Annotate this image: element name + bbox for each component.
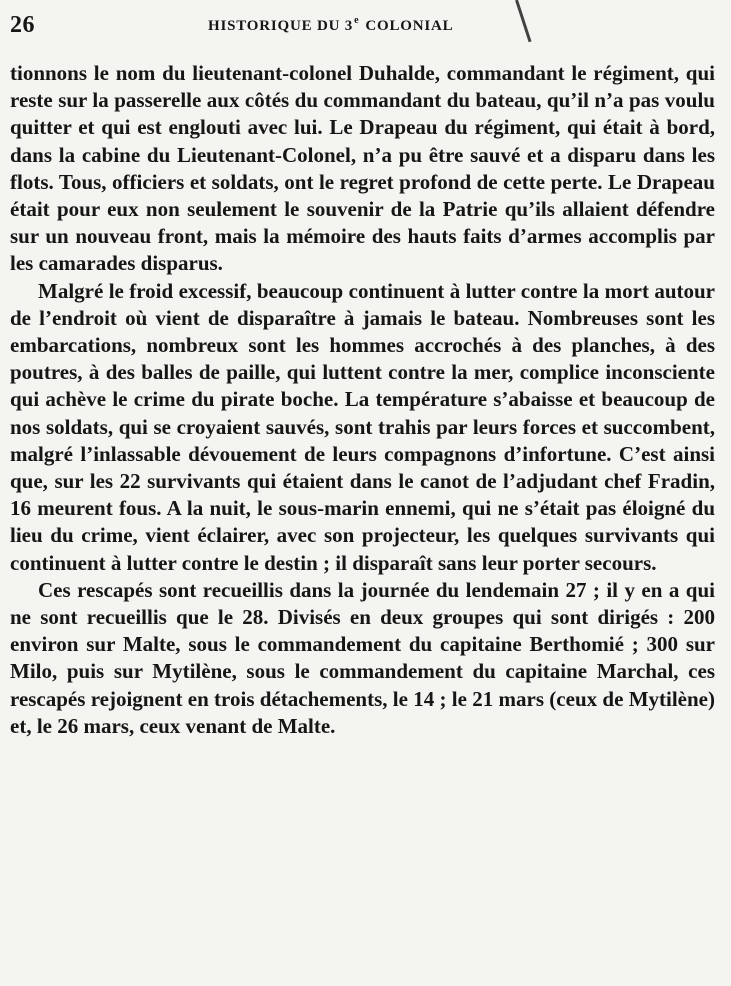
running-title-main: HISTORIQUE DU 3 bbox=[208, 18, 354, 34]
page-number: 26 bbox=[10, 12, 35, 38]
body-text bbox=[10, 60, 715, 740]
running-title-superscript: e bbox=[354, 15, 360, 26]
page-header bbox=[10, 12, 720, 40]
paragraph: Ces rescapés sont recueillis dans la journée du lendemain 27 ; il y en a qui ne sont recueillis que le 28. Divisés en deux groupes qui sont dirigés : 200 environ sur Malte, sous le commandement du capitaine Berthomié ; 300 sur Milo, puis sur Mytilène, sous le commandement du capitaine Marchal, ces rescapés rejoignent en trois détachements, le 14 ; le 21 mars (ceux de Mytilène) et, le 26 mars, ceux venant de Malte. bbox=[10, 577, 715, 738]
paragraph: tionnons le nom du lieutenant-colonel Duhalde, commandant le régiment, qui reste sur la passerelle aux côtés du commandant du bateau, qu’il n’a pas voulu quitter et qui est englouti avec lui. Le Drapeau du régiment, qui était à bord, dans la cabine du Lieutenant-Colonel, n’a pu être sauvé et a disparu dans les flots. Tous, officiers et soldats, ont le regret profond de cette perte. Le Drapeau était pour eux non seulement le souvenir de la Patrie qu’ils allaient défendre sur un nouveau front, mais la mémoire des hauts faits d’armes accomplis par les camarades disparus. bbox=[10, 61, 715, 276]
paragraph: Malgré le froid excessif, beaucoup continuent à lutter contre la mort autour de l’endroit où vient de disparaître à jamais le bateau. Nombreuses sont les embarcations, nombreux sont les hommes accrochés à des planches, à des poutres, à des balles de paille, qui luttent contre la mer, complice inconsciente qui achève le crime du pirate boche. La température s’abaisse et beaucoup de nos soldats, qui se croyaient sauvés, sont trahis par leurs forces et succombent, malgré l’inlassable dévouement de leurs compagnons d’infortune. C’est ainsi que, sur les 22 survivants qui étaient dans le canot de l’adjudant chef Fradin, 16 meurent fous. A la nuit, le sous-marin ennemi, qui ne s’était pas éloigné du lieu du crime, vient éclairer, avec son projecteur, les quelques survivants qui continuent à lutter contre le destin ; il disparaît sans leur porter secours. bbox=[10, 278, 715, 575]
running-title bbox=[208, 15, 454, 35]
running-title-end: COLONIAL bbox=[365, 18, 454, 34]
